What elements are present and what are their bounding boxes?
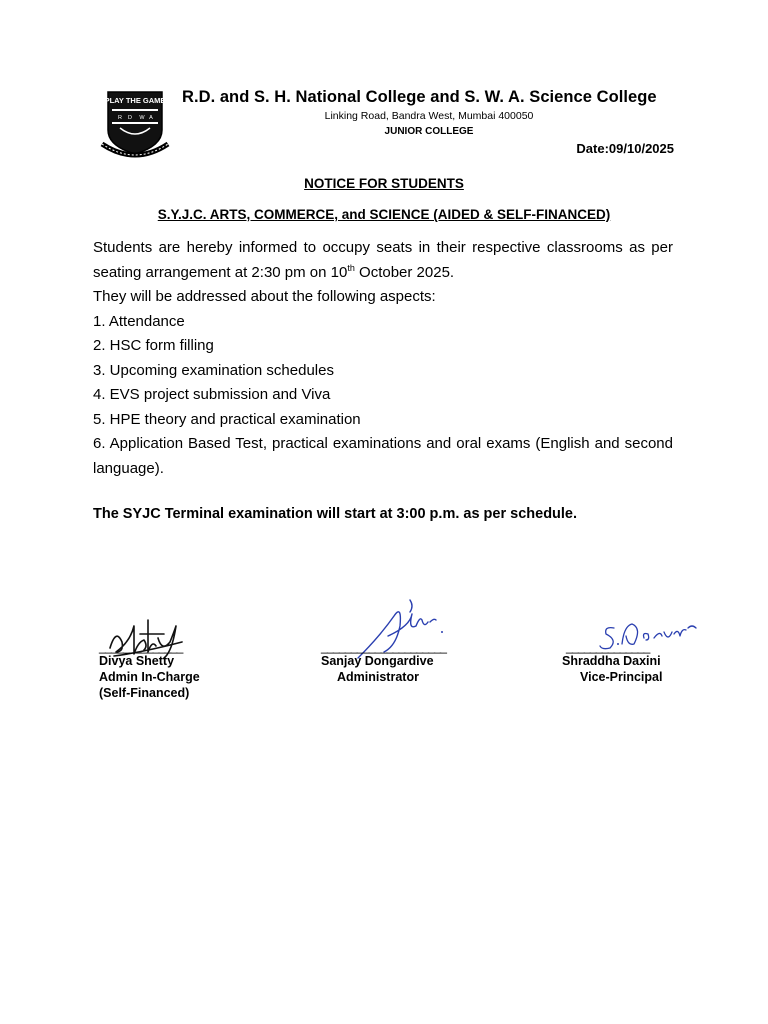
svg-text:R: R (118, 115, 122, 121)
signatory-divya-shetty (99, 640, 200, 700)
signature-line: ______________ (566, 640, 650, 654)
signatory-role: Vice-Principal (580, 670, 663, 684)
aspect-item: 5. HPE theory and practical examination (93, 410, 361, 428)
svg-text:A: A (149, 115, 153, 121)
college-address: Linking Road, Bandra West, Mumbai 400050 (324, 110, 534, 122)
college-logo (100, 88, 170, 162)
signatory-role: Admin In-Charge (99, 670, 200, 684)
signatory-name: Sanjay Dongardive (321, 654, 434, 668)
signatory-name: Shraddha Daxini (562, 654, 661, 668)
notice-body (93, 236, 673, 481)
signature-line: _____________________ (321, 640, 446, 654)
svg-text:PLAY THE GAME: PLAY THE GAME (104, 96, 166, 105)
aspect-item: 2. HSC form filling (93, 337, 214, 354)
exam-note: The SYJC Terminal examination will start at 3:00 p.m. as per schedule. (93, 506, 578, 522)
notice-subtitle: S.Y.J.C. ARTS, COMMERCE, and SCIENCE (AIDED & SELF-FINANCED) (157, 207, 611, 222)
svg-text:W: W (139, 115, 145, 121)
college-division: JUNIOR COLLEGE (384, 126, 474, 137)
signatory-shraddha-daxini (562, 640, 663, 684)
signatory-sanjay-dongardive (321, 640, 446, 684)
signature-line: ______________ (99, 640, 183, 654)
aspect-item: 6. Application Based Test, practical examinations and oral exams (English and second language). (93, 435, 673, 477)
intro-paragraph: Students are hereby informed to occupy seats in their respective classrooms as per seating arrangement at 2:30 pm on 10th October 2025. (93, 239, 673, 281)
signatory-name: Divya Shetty (99, 654, 175, 668)
aspects-intro: They will be addressed about the following aspects: (93, 288, 436, 305)
notice-title: NOTICE FOR STUDENTS (304, 176, 464, 191)
ordinal-suffix: th (347, 262, 355, 273)
notice-date: Date:09/10/2025 (576, 141, 674, 156)
signatory-role: Administrator (337, 670, 419, 684)
aspect-item: 1. Attendance (93, 312, 185, 330)
college-name: R.D. and S. H. National College and S. W. A. Science College (182, 88, 657, 106)
aspect-item: 4. EVS project submission and Viva (93, 386, 331, 403)
aspect-item: 3. Upcoming examination schedules (93, 361, 334, 379)
svg-text:D: D (128, 115, 132, 121)
signatory-role-extra: (Self-Financed) (99, 686, 190, 700)
